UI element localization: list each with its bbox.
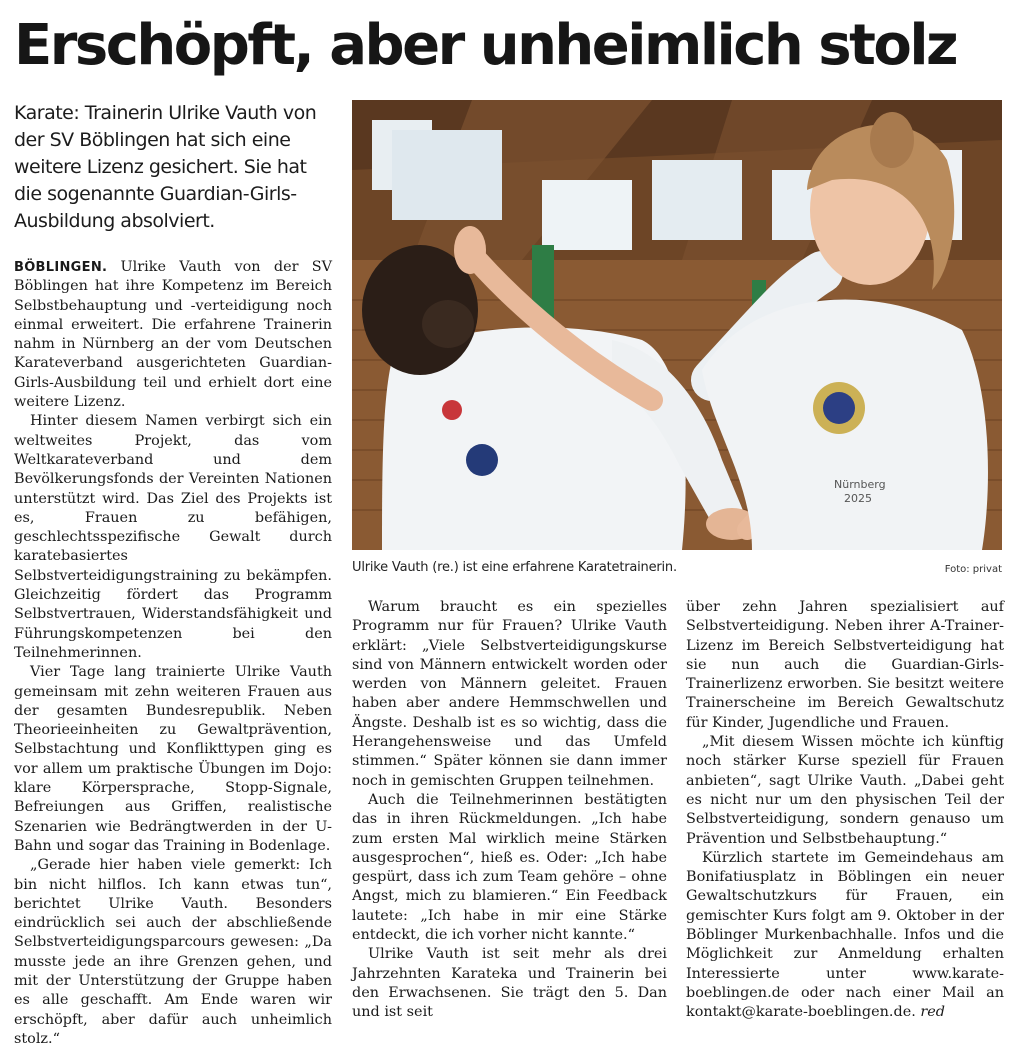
article-paragraph-6: Auch die Teilnehmerinnen bestätigten das in ihren Rückmeldungen. „Ich habe zum ersten Mal wirklich meine Stärken ausgesprochen“, hieß es. Oder: „Ich habe gespürt, dass ich zum Team gehöre – ohne Angst, mich zu blamieren.“ Ein Feedback lautete: „Ich habe in mir eine Stärke entdeckt, die ich vorher nicht kannte.“ bbox=[352, 791, 667, 944]
dateline: BÖBLINGEN. bbox=[14, 260, 108, 275]
article-paragraph-2: Hinter diesem Namen verbirgt sich ein weltweites Projekt, das vom Weltkarateverband und dem Bevölkerungsfonds der Vereinten Nationen unterstützt wird. Das Ziel des Projekts ist es, Frauen zu befähigen, geschlechtsspezifische Gewalt durch karatebasiertes Selbstverteidigungstraining zu bekämpfen. Gleichzeitig fördert das Programm Selbstvertrauen, Widerstandsfähigkeit und Führungskompetenzen bei den Teilnehmerinnen. bbox=[14, 413, 332, 661]
photo-caption: Ulrike Vauth (re.) ist eine erfahrene Karatetrainerin. bbox=[352, 560, 677, 575]
article-paragraph-5: Warum braucht es ein spezielles Programm nur für Frauen? Ulrike Vauth erklärt: „Viele Selbstverteidigungskurse sind von Männern entwickelt worden oder werden von Männern geleitet. Frauen haben aber andere Hemmschwellen und Ängste. Deshalb ist es so wichtig, dass die Herangehensweise und das Umfeld stimmen.“ Später können sie dann immer noch in gemischten Gruppen teilnehmen. bbox=[352, 599, 667, 789]
shirt-text-2: 2025 bbox=[844, 492, 872, 505]
article-paragraph-7-continued: über zehn Jahren spezialisiert auf Selbstverteidigung. Neben ihrer A-Trainer-Lizenz im Bereich Selbstverteidigung hat sie nun auch die Guardian-Girls-Trainerlizenz erworben. Sie besitzt weitere Trainerscheine im Bereich Gewaltschutz für Kinder, Jugendliche und Frauen. bbox=[686, 599, 1004, 731]
article-paragraph-4: „Gerade hier haben viele gemerkt: Ich bin nicht hilflos. Ich kann etwas tun“, berichtet Ulrike Vauth. Besonders eindrücklich sei auch der abschließende Selbstverteidigungsparcours gewesen: „Da musste jede an ihre Grenzen gehen, und mit der Unterstützung der Gruppe haben es alle geschafft. Am Ende waren wir erschöpft, aber dafür auch unheimlich stolz.“ bbox=[14, 857, 332, 1047]
article-paragraph-3: Vier Tage lang trainierte Ulrike Vauth gemeinsam mit zehn weiteren Frauen aus der gesamten Bundesrepublik. Neben Theorieeinheiten zu Gewaltprävention, Selbstachtung und Konflikttypen ging es vor allem um praktische Übungen im Dojo: klare Körpersprache, Stopp-Signale, Befreiungen aus Griffen, realistische Szenarien wie Bedrängtwerden in der U-Bahn und sogar das Training in Bodenlage. bbox=[14, 664, 332, 854]
lead-paragraph: Karate: Trainerin Ulrike Vauth von der SV Böblingen hat sich eine weitere Lizenz gesichert. Sie hat die sogenannte Guardian-Girls-Ausbildung absolviert. bbox=[14, 102, 317, 232]
article-paragraph-8: „Mit diesem Wissen möchte ich künftig noch stärker Kurse speziell für Frauen anbieten“, sagt Ulrike Vauth. „Dabei geht es nicht nur um den physischen Teil der Selbstverteidigung, sondern genauso um Prävention und Selbstbehauptung.“ bbox=[686, 734, 1004, 847]
headline: Erschöpft, aber unheimlich stolz bbox=[14, 13, 957, 78]
photo-credit: Foto: privat bbox=[944, 564, 1002, 575]
article-column-1 bbox=[14, 258, 332, 1049]
article-photo bbox=[352, 100, 1002, 550]
paragraph-9-text: Kürzlich startete im Gemeindehaus am Bonifatiusplatz in Böblingen ein neuer Gewaltschutzkurs für Frauen, ein gemischter Kurs folgt am 9. Oktober in der Böblinger Murkenbachhalle. Infos und die Möglichkeit zur Anmeldung erhalten Interessierte unter www.karate-boeblingen.de oder nach einer Mail an kontakt@karate-boeblingen.de. bbox=[686, 849, 1004, 1021]
article-paragraph-7: Ulrike Vauth ist seit mehr als drei Jahrzehnten Karateka und Trainerin bei den Erwachsenen. Sie trägt den 5. Dan und ist seit bbox=[352, 946, 667, 1021]
article-column-2 bbox=[352, 598, 667, 1023]
article-column-3 bbox=[686, 598, 1004, 1023]
paragraph-1-text: Ulrike Vauth von der SV Böblingen hat ihre Kompetenz im Bereich Selbstbehauptung und -verteidigung noch einmal erweitert. Die erfahrene Trainerin nahm in Nürnberg an der vom Deutschen Karateverband ausgerichteten Guardian-Girls-Ausbildung teil und erhielt dort eine weitere Lizenz. bbox=[14, 259, 332, 411]
article-paragraph-9 bbox=[686, 849, 1004, 1023]
article-paragraph-1 bbox=[14, 258, 332, 412]
author-signature: red bbox=[920, 1004, 945, 1021]
photo-illustration bbox=[352, 100, 1002, 550]
shirt-text-1: Nürnberg bbox=[834, 478, 886, 491]
